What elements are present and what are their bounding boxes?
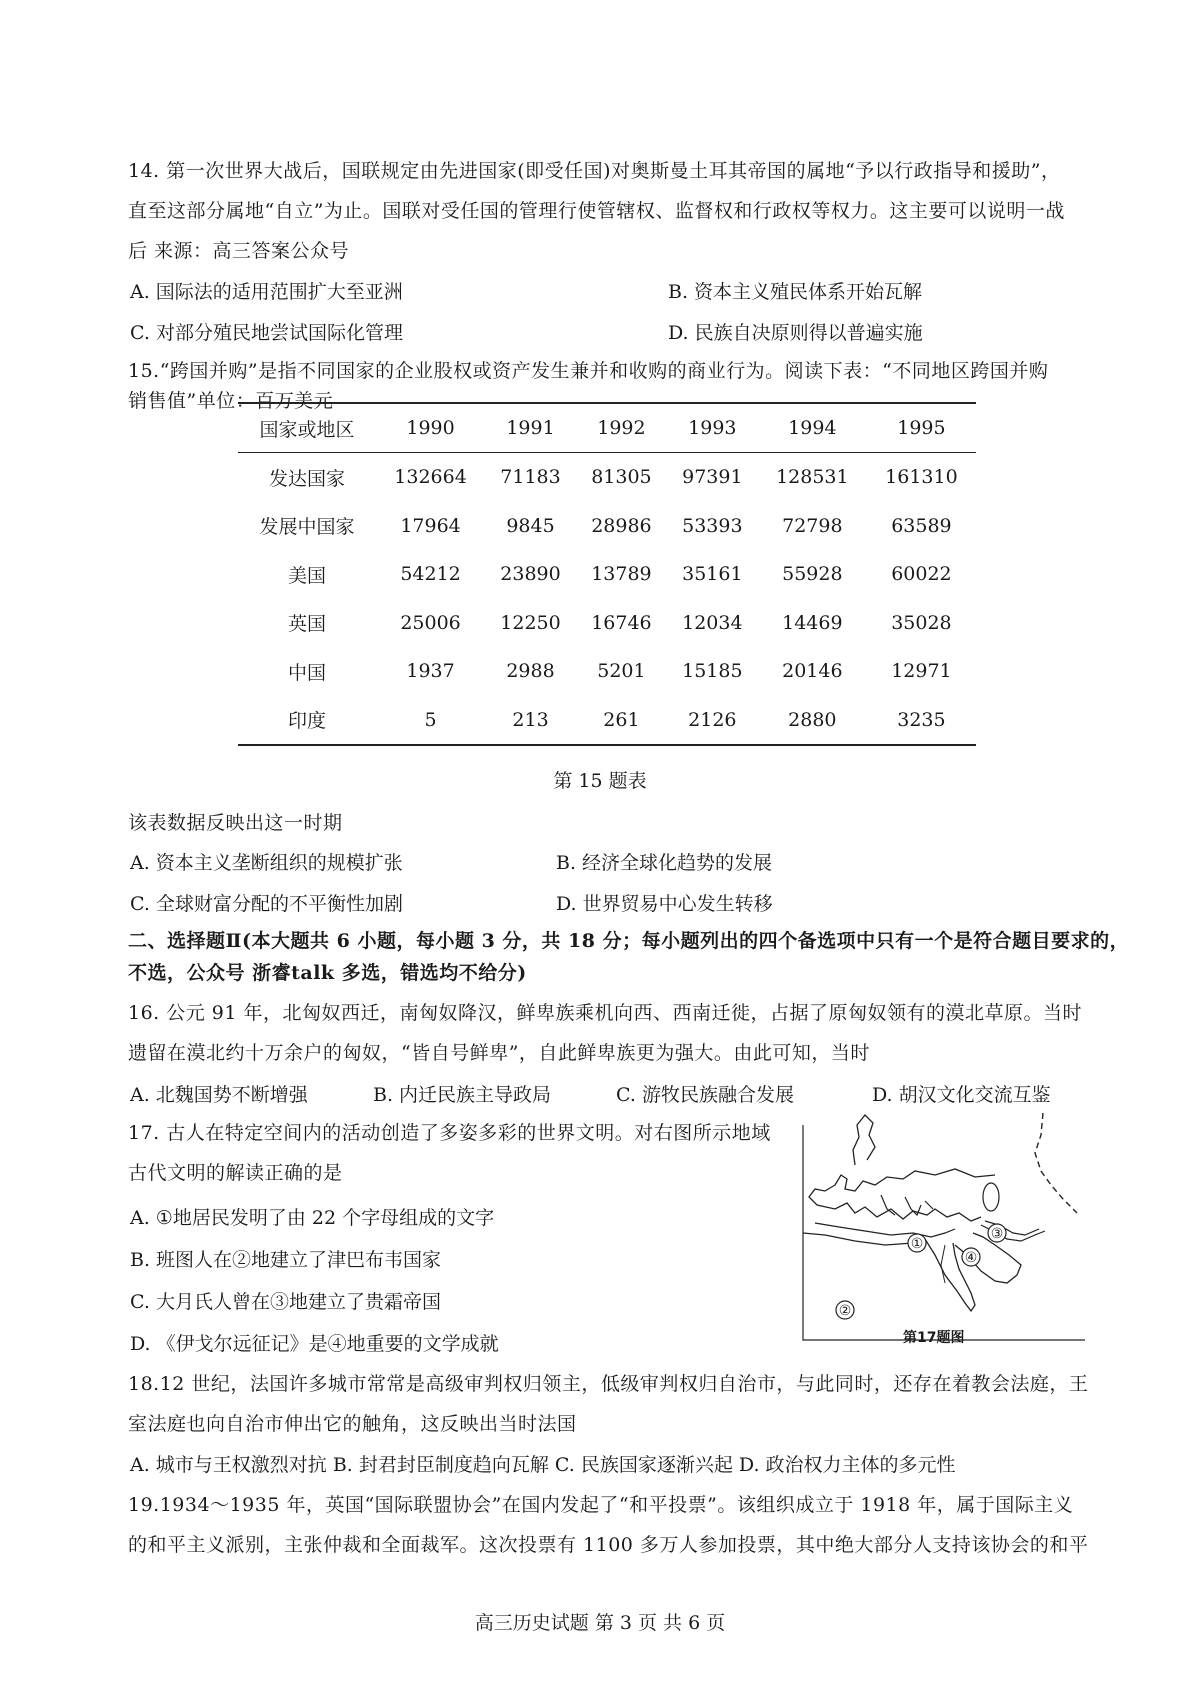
table-cell: 发展中国家 <box>259 516 355 539</box>
table-row <box>238 453 976 502</box>
q15-option-b: B. 经济全球化趋势的发展 <box>556 852 773 874</box>
table-cell: 81305 <box>591 466 652 489</box>
table-header-cell: 1994 <box>788 417 837 439</box>
table-header-cell: 1990 <box>406 417 455 439</box>
q16-option-a: A. 北魏国势不断增强 <box>130 1084 308 1106</box>
map-marker-2 <box>836 1301 854 1319</box>
q15-option-d: D. 世界贸易中心发生转移 <box>556 893 773 915</box>
q15-stem: 该表数据反映出这一时期 <box>128 812 343 834</box>
map-dashed-border <box>1035 1113 1077 1213</box>
q19-line-2: 的和平主义派别，主张仲裁和全面裁军。这次投票有 1100 多万人参加投票，其中绝大部分人支持该协会的和平 <box>128 1534 1089 1556</box>
table-header-cell: 1991 <box>506 417 555 439</box>
q17-option-b: B. 班图人在②地建立了津巴布韦国家 <box>130 1249 442 1271</box>
q14-line-2: 直至这部分属地“自立”为止。国联对受任国的管理行使管辖权、监督权和行政权等权力。这主要可以说明一战 <box>128 200 1065 222</box>
q17-line-2: 古代文明的解读正确的是 <box>128 1162 343 1184</box>
table-row <box>238 696 976 746</box>
map-coastline-africa <box>803 1233 975 1311</box>
q14-option-b: B. 资本主义殖民体系开始瓦解 <box>668 281 923 303</box>
map-marker-3 <box>988 1224 1006 1242</box>
table-cell: 2126 <box>688 708 737 731</box>
table-cell: 60022 <box>891 563 952 586</box>
q15-data-table <box>238 402 976 746</box>
q17-map-caption: 第17题图 <box>903 1330 965 1346</box>
table-cell: 14469 <box>782 611 843 634</box>
q16-option-b: B. 内迁民族主导政局 <box>373 1084 552 1106</box>
table-cell: 5 <box>424 708 437 731</box>
table-cell: 20146 <box>782 660 843 683</box>
table-cell: 12250 <box>500 611 561 634</box>
svg-text:②: ② <box>838 1303 852 1319</box>
table-cell: 53393 <box>682 514 743 537</box>
table-cell: 23890 <box>500 563 561 586</box>
table-cell: 54212 <box>400 563 461 586</box>
q14-line-3: 后 来源：高三答案公众号 <box>128 240 350 262</box>
table-cell: 72798 <box>782 514 843 537</box>
table-cell: 印度 <box>287 710 326 733</box>
table-row <box>238 502 976 551</box>
table-cell: 3235 <box>897 708 946 731</box>
q15-line-1: 15.“跨国并购”是指不同国家的企业股权或资产发生兼并和收购的商业行为。阅读下表：“不同地区跨国并购 <box>128 360 1049 382</box>
q17-map-figure <box>795 1105 1095 1355</box>
table-cell: 2988 <box>506 660 555 683</box>
table-cell: 55928 <box>782 563 843 586</box>
svg-text:③: ③ <box>990 1226 1004 1242</box>
svg-text:④: ④ <box>964 1250 978 1266</box>
table-cell: 2880 <box>788 708 837 731</box>
map-caspian-sea <box>983 1183 999 1211</box>
map-marker-1 <box>908 1234 926 1252</box>
q17-option-a: A. ①地居民发明了由 22 个字母组成的文字 <box>130 1207 495 1229</box>
table-cell: 97391 <box>682 466 743 489</box>
q17-map-svg <box>795 1105 1095 1355</box>
table-cell: 128531 <box>776 466 849 489</box>
table-cell: 161310 <box>885 466 958 489</box>
table-row <box>238 599 976 648</box>
table-cell: 17964 <box>400 514 461 537</box>
map-coastline-europe <box>809 1115 995 1221</box>
map-river <box>941 1245 945 1283</box>
table-cell: 美国 <box>287 564 326 587</box>
table-cell: 261 <box>603 708 640 731</box>
table-cell: 213 <box>512 708 549 731</box>
page-footer: 高三历史试题 第 3 页 共 6 页 <box>474 1612 726 1634</box>
q17-option-c: C. 大月氏人曾在③地建立了贵霜帝国 <box>130 1291 441 1313</box>
table-header-cell: 国家或地区 <box>259 418 355 441</box>
table-cell: 英国 <box>287 613 326 636</box>
q18-line-2: 室法庭也向自治市伸出它的触角，这反映出当时法国 <box>128 1413 577 1435</box>
q15-option-a: A. 资本主义垄断组织的规模扩张 <box>130 852 403 874</box>
table-cell: 5201 <box>597 660 646 683</box>
table-cell: 28986 <box>591 514 652 537</box>
table-cell: 15185 <box>682 660 743 683</box>
table-row <box>238 647 976 696</box>
table-cell: 13789 <box>591 563 652 586</box>
table-cell: 16746 <box>591 611 652 634</box>
q15-line-2: 销售值”单位：百万美元 <box>128 390 334 412</box>
table-cell: 63589 <box>891 514 952 537</box>
table-header-cell: 1993 <box>688 417 737 439</box>
table-cell: 9845 <box>506 514 555 537</box>
table-cell: 12971 <box>891 660 952 683</box>
q19-line-1: 19.1934～1935 年，英国“国际联盟协会”在国内发起了“和平投票”。该组织成立于 1918 年，属于国际主义 <box>128 1494 1074 1516</box>
q14-option-c: C. 对部分殖民地尝试国际化管理 <box>130 322 403 344</box>
q14-line-1: 14. 第一次世界大战后，国联规定由先进国家(即受任国)对奥斯曼土耳其帝国的属地“予以行政指导和援助”， <box>128 160 1061 182</box>
table-header-cell: 1995 <box>897 417 946 439</box>
q16-option-d: D. 胡汉文化交流互鉴 <box>872 1084 1051 1106</box>
table-cell: 1937 <box>406 660 455 683</box>
q14-option-a: A. 国际法的适用范围扩大至亚洲 <box>130 281 403 303</box>
map-marker-4 <box>962 1248 980 1266</box>
q18-options: A. 城市与王权激烈对抗 B. 封君封臣制度趋向瓦解 C. 民族国家逐渐兴起 D. 政治权力主体的多元性 <box>130 1454 956 1476</box>
table-cell: 发达国家 <box>268 467 345 490</box>
q14-option-d: D. 民族自决原则得以普遍实施 <box>668 322 923 344</box>
q16-line-2: 遗留在漠北约十万余户的匈奴，“皆自号鲜卑”，自此鲜卑族更为强大。由此可知，当时 <box>128 1042 870 1064</box>
q17-line-1: 17. 古人在特定空间内的活动创造了多姿多彩的世界文明。对右图所示地域 <box>128 1122 771 1144</box>
q17-option-d: D. 《伊戈尔远征记》是④地重要的文学成就 <box>130 1333 499 1355</box>
section-2-heading-line-1: 二、选择题Ⅱ(本大题共 6 小题，每小题 3 分，共 18 分；每小题列出的四个备选项中只有一个是符合题目要求的， <box>128 930 1130 952</box>
section-2-heading-line-2: 不选，公众号 浙睿talk 多选，错选均不给分) <box>128 962 527 984</box>
table-cell: 中国 <box>287 661 326 684</box>
table-cell: 12034 <box>682 611 743 634</box>
q16-line-1: 16. 公元 91 年，北匈奴西迁，南匈奴降汉，鲜卑族乘机向西、西南迁徙，占据了原匈奴领有的漠北草原。当时 <box>128 1002 1083 1024</box>
map-coastline-mediterranean <box>815 1195 955 1237</box>
q15-option-c: C. 全球财富分配的不平衡性加剧 <box>130 893 403 915</box>
q18-line-1: 18.12 世纪，法国许多城市常常是高级审判权归领主，低级审判权归自治市，与此同时，还存在着教会法庭，王 <box>128 1373 1089 1395</box>
table-cell: 71183 <box>500 466 561 489</box>
q16-option-c: C. 游牧民族融合发展 <box>616 1084 794 1106</box>
table-cell: 35161 <box>682 563 743 586</box>
table-cell: 132664 <box>394 466 467 489</box>
table-cell: 35028 <box>891 611 952 634</box>
table-header-row <box>238 403 976 453</box>
table-caption: 第 15 题表 <box>553 770 647 792</box>
table-cell: 25006 <box>400 611 461 634</box>
table-row <box>238 550 976 599</box>
table-header-cell: 1992 <box>597 417 646 439</box>
svg-text:①: ① <box>910 1236 924 1252</box>
